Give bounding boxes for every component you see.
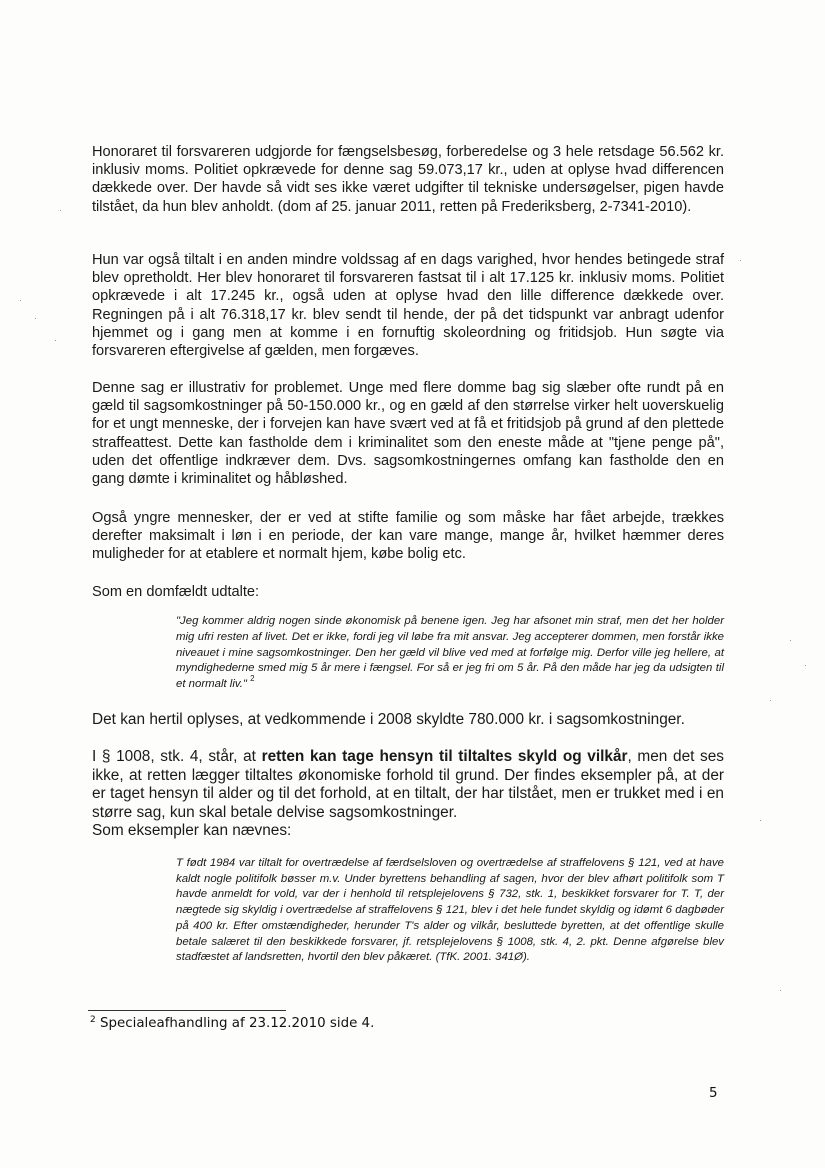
paragraph-young-people: Også yngre mennesker, der er ved at stifte familie og som måske har fået arbejde, trækkes derefter maksimalt i løn i en periode, der kan vare mange, mange år, hvilket hæmmer deres muligheder for at etablere et normalt hjem, købe bolig etc. [92, 510, 724, 563]
footnote-reference: 2 [250, 674, 255, 684]
scan-speck [55, 340, 56, 341]
scan-speck [760, 820, 761, 821]
section-text-end: , men det ses ikke, at retten lægger tiltaltes økonomiske forhold til grund. Der findes eksempler på, at der er taget hensyn til alder og til det forhold, at en tiltalt, der har tilstået, men er trukket med i en større sag, kun skal betale delvise sagsomkostninger. [92, 748, 724, 821]
scan-speck [20, 300, 21, 301]
footnote-divider [88, 1010, 286, 1011]
section-text-start: I § 1008, stk. 4, står, at [92, 748, 262, 765]
paragraph-examples-intro: Som eksempler kan nævnes: [92, 822, 292, 839]
scan-speck [35, 318, 36, 319]
scan-speck [805, 665, 806, 666]
paragraph-defense-fee: Honoraret til forsvareren udgjorde for fængselsbesøg, forberedelse og 3 hele retsdage 56.562 kr. inklusiv moms. Politiet opkrævede for denne sag 59.073,17 kr., uden at oplyse hvad differencen dækkede over. Der havde så vidt ses ikke været udgifter til tekniske undersøgelser, pigen havde tilstået, da hun blev anholdt. (dom af 25. januar 2011, retten på Frederiksberg, 2-7341-2010). [92, 144, 724, 215]
scan-speck [60, 210, 61, 211]
case-example: T født 1984 var tiltalt for overtrædelse af færdselsloven og overtrædelse af straffelovens § 121, ved at have kaldt nogle politifolk bøsser m.v. Under byrettens behandling af sagen, hvor der blev afhørt politifolk som T havde anmeldt for vold, var der i henhold til retsplejelovens § 732, stk. 1, beskikket forsvarer for T. T, der nægtede sig skyldig i overtrædelse af straffelovens § 121, blev i det hele fundet skyldig og idømt 6 dagbøder på 400 kr. Efter omstændigheder, herunder T's alder og vilkår, besluttede byretten, at det offentlige skulle betale salæret til den beskikkede forsvarer, jf. retsplejelovens § 1008, stk. 4, 2. pkt. Denne afgørelse blev stadfæstet af landsretten, hvortil den blev påkæret. (TfK. 2001. 341Ø). [176, 857, 724, 964]
paragraph-illustrative-problem: Denne sag er illustrativ for problemet. Unge med flere domme bag sig slæber ofte rundt på en gæld til sagsomkostninger på 50-150.000 kr., og en gæld af den størrelse virker helt uoverskuelig for et ungt menneske, der i forvejen kan have svært ved at få et fritidsjob på grund af den plettede straffeattest. Dette kan fastholde dem i kriminalitet som den eneste måde at "tjene penge på", uden det offentlige indkræver dem. Dvs. sagsomkostningernes omfang kan fastholde den en gang dømte i kriminalitet og håbløshed. [92, 380, 724, 488]
paragraph-section-1008 [92, 748, 724, 822]
block-quote [176, 614, 724, 693]
footnote-number: 2 [90, 1015, 96, 1025]
quote-text: "Jeg kommer aldrig nogen sinde økonomisk på benene igen. Jeg har afsonet min straf, men det her holder mig ufri resten af livet. Det er ikke, fordi jeg vil løbe fra mit ansvar. Jeg accepterer dommen, men forstår ikke niveauet i mine sagsomkostninger. Den her gæld vil blive ved med at forfølge mig. Derfor ville jeg hellere, at myndighederne smed mig 5 år mere i fængsel. For så er jeg fri om 5 år. På den måde har jeg da udsigten til et normalt liv." [176, 615, 724, 691]
scan-speck [740, 260, 741, 261]
paragraph-quote-intro: Som en domfældt udtalte: [92, 584, 260, 600]
scan-speck [780, 990, 781, 991]
paragraph-debt-statement: Det kan hertil oplyses, at vedkommende i 2008 skyldte 780.000 kr. i sagsomkostninger. [92, 711, 685, 728]
scan-speck [770, 700, 771, 701]
footnote-text: Specialeafhandling af 23.12.2010 side 4. [100, 1016, 375, 1031]
paragraph-second-case: Hun var også tiltalt i en anden mindre voldssag af en dags varighed, hvor hendes betingede straf blev opretholdt. Her blev honoraret til forsvareren fastsat til i alt 17.125 kr. inklusiv moms. Politiet opkrævede i alt 17.245 kr., også uden at oplyse hvad den lille difference dækkede over. Regningen på i alt 76.318,17 kr. blev sendt til hende, der på det tidspunkt var anbragt udenfor hjemmet og i gang men at komme i en fornuftig skoleordning og fritidsjob. Hun søgte via forsvareren eftergivelse af gælden, men forgæves. [92, 252, 724, 360]
footnote [90, 1016, 374, 1031]
page-number: 5 [709, 1086, 718, 1101]
section-text-bold: retten kan tage hensyn til tiltaltes skyld og vilkår [261, 748, 628, 765]
scan-speck [790, 640, 791, 641]
